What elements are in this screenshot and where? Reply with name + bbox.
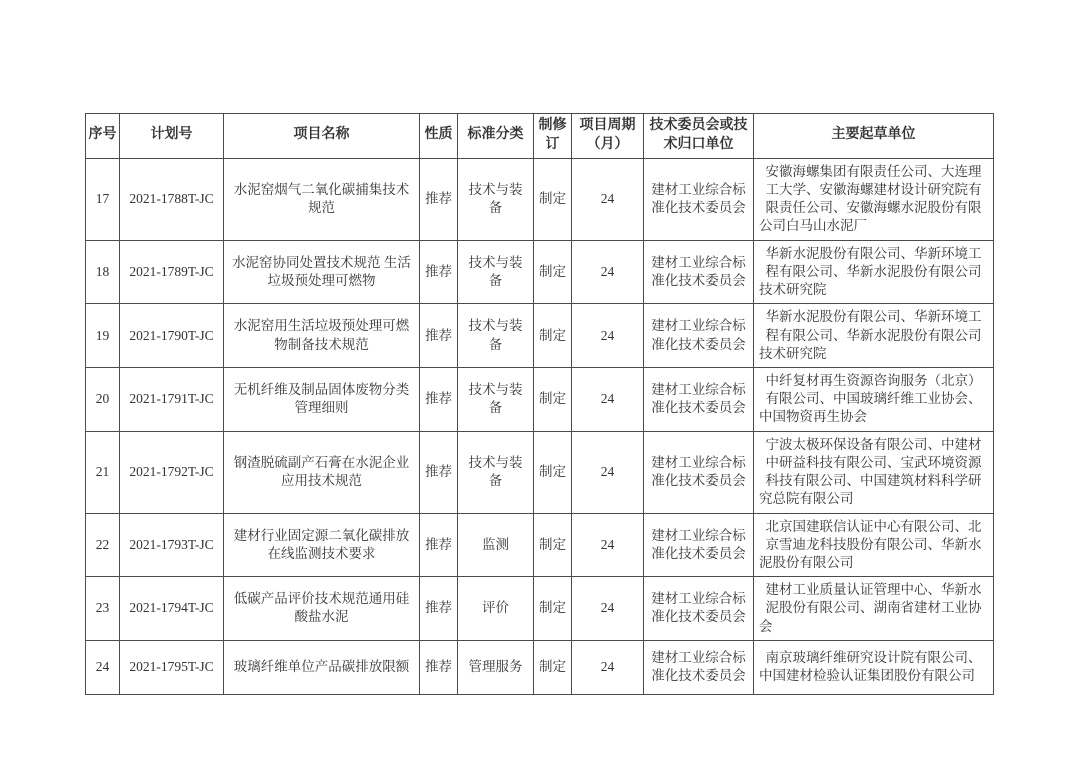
cell-seq: 21 xyxy=(86,431,120,513)
cell-seq: 19 xyxy=(86,304,120,368)
cell-seq: 24 xyxy=(86,640,120,694)
cell-committee: 建材工业综合标准化技术委员会 xyxy=(644,577,754,641)
cell-drafters: 建材工业质量认证管理中心、华新水泥股份有限公司、湖南省建材工业协会 xyxy=(754,577,994,641)
cell-type: 制定 xyxy=(534,577,572,641)
table-row xyxy=(86,158,994,240)
cell-committee: 建材工业综合标准化技术委员会 xyxy=(644,367,754,431)
cell-period: 24 xyxy=(572,367,644,431)
cell-committee: 建材工业综合标准化技术委员会 xyxy=(644,158,754,240)
cell-category: 监测 xyxy=(458,513,534,577)
cell-drafters: 华新水泥股份有限公司、华新环境工程有限公司、华新水泥股份有限公司技术研究院 xyxy=(754,240,994,304)
cell-seq: 20 xyxy=(86,367,120,431)
column-header-name: 项目名称 xyxy=(224,114,420,159)
cell-drafters: 华新水泥股份有限公司、华新环境工程有限公司、华新水泥股份有限公司技术研究院 xyxy=(754,304,994,368)
cell-category: 技术与装备 xyxy=(458,304,534,368)
cell-nature: 推荐 xyxy=(420,431,458,513)
cell-drafters: 中纤复材再生资源咨询服务（北京）有限公司、中国玻璃纤维工业协会、中国物资再生协会 xyxy=(754,367,994,431)
cell-period: 24 xyxy=(572,240,644,304)
cell-drafters: 安徽海螺集团有限责任公司、大连理工大学、安徽海螺建材设计研究院有限责任公司、安徽海螺水泥股份有限公司白马山水泥厂 xyxy=(754,158,994,240)
column-header-category: 标准分类 xyxy=(458,114,534,159)
cell-name: 建材行业固定源二氧化碳排放在线监测技术要求 xyxy=(224,513,420,577)
table-row xyxy=(86,513,994,577)
table-row xyxy=(86,367,994,431)
cell-category: 管理服务 xyxy=(458,640,534,694)
cell-plan_no: 2021-1794T-JC xyxy=(120,577,224,641)
column-header-committee: 技术委员会或技术归口单位 xyxy=(644,114,754,159)
cell-plan_no: 2021-1795T-JC xyxy=(120,640,224,694)
cell-seq: 17 xyxy=(86,158,120,240)
column-header-nature: 性质 xyxy=(420,114,458,159)
cell-name: 钢渣脱硫副产石膏在水泥企业应用技术规范 xyxy=(224,431,420,513)
cell-plan_no: 2021-1789T-JC xyxy=(120,240,224,304)
cell-period: 24 xyxy=(572,577,644,641)
table-row xyxy=(86,431,994,513)
cell-plan_no: 2021-1791T-JC xyxy=(120,367,224,431)
cell-plan_no: 2021-1790T-JC xyxy=(120,304,224,368)
cell-period: 24 xyxy=(572,431,644,513)
table-header-row xyxy=(86,114,994,159)
column-header-type: 制修订 xyxy=(534,114,572,159)
cell-period: 24 xyxy=(572,640,644,694)
cell-nature: 推荐 xyxy=(420,158,458,240)
cell-name: 无机纤维及制品固体废物分类管理细则 xyxy=(224,367,420,431)
standards-project-table-container xyxy=(85,113,993,695)
cell-drafters: 南京玻璃纤维研究设计院有限公司、中国建材检验认证集团股份有限公司 xyxy=(754,640,994,694)
column-header-seq: 序号 xyxy=(86,114,120,159)
cell-committee: 建材工业综合标准化技术委员会 xyxy=(644,431,754,513)
table-body xyxy=(86,158,994,694)
cell-seq: 18 xyxy=(86,240,120,304)
cell-type: 制定 xyxy=(534,431,572,513)
cell-nature: 推荐 xyxy=(420,640,458,694)
cell-nature: 推荐 xyxy=(420,304,458,368)
cell-name: 水泥窑烟气二氧化碳捕集技术规范 xyxy=(224,158,420,240)
cell-seq: 22 xyxy=(86,513,120,577)
cell-drafters: 宁波太极环保设备有限公司、中建材中研益科技有限公司、宝武环境资源科技有限公司、中国建筑材料科学研究总院有限公司 xyxy=(754,431,994,513)
cell-category: 技术与装备 xyxy=(458,158,534,240)
column-header-plan_no: 计划号 xyxy=(120,114,224,159)
cell-committee: 建材工业综合标准化技术委员会 xyxy=(644,240,754,304)
cell-committee: 建材工业综合标准化技术委员会 xyxy=(644,640,754,694)
cell-nature: 推荐 xyxy=(420,367,458,431)
standards-project-table xyxy=(85,113,994,695)
cell-plan_no: 2021-1793T-JC xyxy=(120,513,224,577)
cell-committee: 建材工业综合标准化技术委员会 xyxy=(644,304,754,368)
table-row xyxy=(86,304,994,368)
cell-period: 24 xyxy=(572,513,644,577)
cell-type: 制定 xyxy=(534,367,572,431)
cell-category: 技术与装备 xyxy=(458,431,534,513)
table-row xyxy=(86,240,994,304)
cell-category: 技术与装备 xyxy=(458,367,534,431)
cell-drafters: 北京国建联信认证中心有限公司、北京雪迪龙科技股份有限公司、华新水泥股份有限公司 xyxy=(754,513,994,577)
cell-nature: 推荐 xyxy=(420,240,458,304)
cell-category: 技术与装备 xyxy=(458,240,534,304)
cell-name: 低碳产品评价技术规范通用硅酸盐水泥 xyxy=(224,577,420,641)
cell-category: 评价 xyxy=(458,577,534,641)
cell-period: 24 xyxy=(572,304,644,368)
cell-seq: 23 xyxy=(86,577,120,641)
cell-name: 玻璃纤维单位产品碳排放限额 xyxy=(224,640,420,694)
cell-type: 制定 xyxy=(534,240,572,304)
cell-plan_no: 2021-1788T-JC xyxy=(120,158,224,240)
cell-period: 24 xyxy=(572,158,644,240)
column-header-period: 项目周期（月） xyxy=(572,114,644,159)
cell-nature: 推荐 xyxy=(420,513,458,577)
table-header xyxy=(86,114,994,159)
cell-type: 制定 xyxy=(534,158,572,240)
cell-type: 制定 xyxy=(534,304,572,368)
cell-name: 水泥窑用生活垃圾预处理可燃物制备技术规范 xyxy=(224,304,420,368)
cell-plan_no: 2021-1792T-JC xyxy=(120,431,224,513)
cell-committee: 建材工业综合标准化技术委员会 xyxy=(644,513,754,577)
column-header-drafters: 主要起草单位 xyxy=(754,114,994,159)
cell-type: 制定 xyxy=(534,513,572,577)
table-row xyxy=(86,577,994,641)
table-row xyxy=(86,640,994,694)
cell-nature: 推荐 xyxy=(420,577,458,641)
cell-name: 水泥窑协同处置技术规范 生活垃圾预处理可燃物 xyxy=(224,240,420,304)
cell-type: 制定 xyxy=(534,640,572,694)
